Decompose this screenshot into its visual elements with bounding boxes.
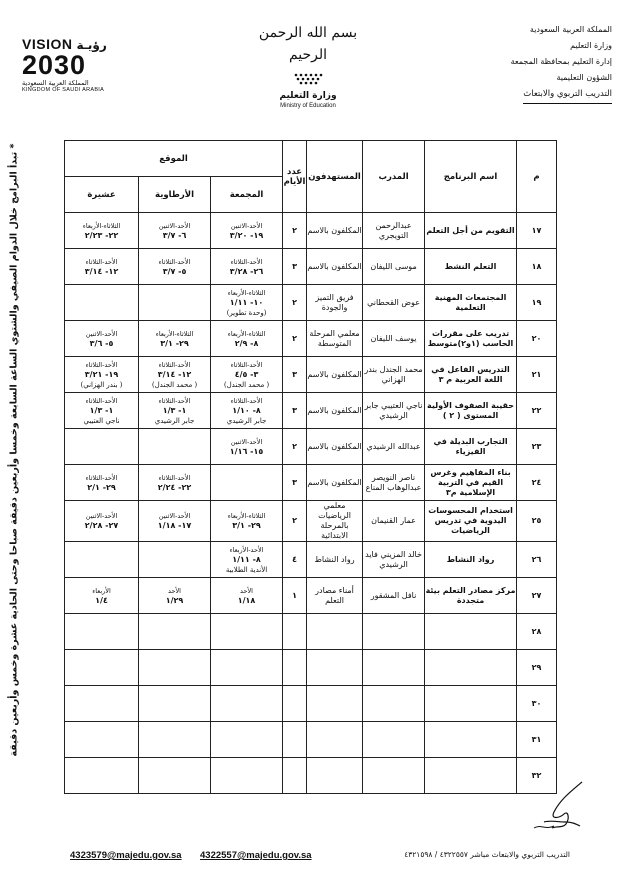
row-number: ٢٣: [517, 429, 557, 465]
program-name: [425, 722, 517, 758]
site-dates: ١- ١/٣: [162, 405, 187, 415]
row-number: ٣٢: [517, 758, 557, 794]
trainer-name: محمد الجندل بندر الهزاني: [363, 357, 425, 393]
site-days: الثلاثاء-الأربعاء: [227, 512, 266, 520]
site-cell-2: [139, 686, 211, 722]
days-count: ٢: [283, 285, 307, 321]
site-cell-1: [211, 758, 283, 794]
site-days: الأحد-الاثنين: [158, 221, 191, 230]
site-cell-3: [65, 614, 139, 650]
program-name: [425, 686, 517, 722]
site-cell-2: [139, 321, 211, 357]
program-name: التقويم من أجل التعلم: [425, 213, 517, 249]
site-days: الثلاثاء-الأربعاء: [155, 329, 194, 338]
site-dates: ٢٢- ٢/٢٣: [84, 230, 119, 240]
basmala: بسم الله الرحمن الرحيم: [258, 25, 358, 63]
site-cell-2: [139, 722, 211, 758]
program-name: المجتمعات المهنية التعلمية: [425, 285, 517, 321]
target-audience: معلمي الرياضيات بالمرحلة الابتدائية: [307, 501, 363, 542]
site-note: جابر الرشيدي: [154, 416, 195, 425]
vision-word-ar: رؤيـة: [76, 38, 107, 52]
site-dates: ١٢- ٣/١٤: [157, 369, 192, 379]
site-dates: ٢٦- ٣/٢٨: [229, 266, 264, 276]
trainer-name: موسى الليفان: [363, 249, 425, 285]
target-audience: [307, 614, 363, 650]
site-dates: ١٢- ٣/١٤: [84, 266, 119, 276]
table-row: [65, 429, 557, 465]
site-dates: ١/٢٩: [165, 595, 184, 605]
site-cell-2: [139, 614, 211, 650]
days-count: ٣: [283, 357, 307, 393]
site-cell-2: [139, 650, 211, 686]
trainer-name: [363, 686, 425, 722]
trainer-name: يوسف الليفان: [363, 321, 425, 357]
row-number: ٢٠: [517, 321, 557, 357]
target-audience: [307, 758, 363, 794]
table-row: [65, 614, 557, 650]
program-name: [425, 614, 517, 650]
row-number: ٢٢: [517, 393, 557, 429]
vision-year: 2030: [22, 50, 87, 80]
site-cell-2: [139, 578, 211, 614]
site-days: الأحد-الثلاثاء: [85, 396, 118, 405]
site-days: الأحد-الاثنين: [230, 221, 263, 230]
site-cell-3: [65, 393, 139, 429]
program-name: مركز مصادر التعلم بيئة متجددة: [425, 578, 517, 614]
table-row: [65, 249, 557, 285]
days-count: [283, 614, 307, 650]
site-cell-1: [211, 722, 283, 758]
trainer-name: [363, 722, 425, 758]
site-days: الأحد-الاثنين: [85, 512, 118, 520]
site-days: الأحد-الثلاثاء: [85, 360, 118, 369]
trainer-name: نافل المشقور: [363, 578, 425, 614]
site-dates: ٢٩- ٢/١: [87, 482, 116, 492]
days-count: ١: [283, 578, 307, 614]
site-cell-3: [65, 578, 139, 614]
table-row: [65, 465, 557, 501]
trainer-name: عبدالله الرشيدي: [363, 429, 425, 465]
site-cell-2: [139, 213, 211, 249]
row-number: ٢٨: [517, 614, 557, 650]
site-cell-3: [65, 686, 139, 722]
row-number: ٣٠: [517, 686, 557, 722]
page-header: [0, 0, 632, 130]
site-days: الأحد-الاثنين: [158, 512, 191, 520]
site-days: الأحد-الثلاثاء: [230, 360, 263, 369]
days-count: [283, 686, 307, 722]
site-dates: ١٩- ٣/٢٠: [229, 230, 264, 240]
site-days: الأربعاء: [92, 586, 111, 595]
target-audience: فريق التميز والجودة: [307, 285, 363, 321]
site-cell-2: [139, 758, 211, 794]
site-days: الأحد: [240, 586, 253, 595]
site-dates: ٦- ٣/٧: [162, 230, 187, 240]
org-line-affairs: الشؤون التعليمية: [556, 73, 612, 82]
site-dates: ٨- ١/١١: [232, 554, 261, 564]
site-cell-3: [65, 357, 139, 393]
site-cell-1: [211, 650, 283, 686]
site-cell-3: [65, 650, 139, 686]
site-days: الأحد-الثلاثاء: [158, 257, 191, 266]
target-audience: المكلفون بالاسم: [307, 429, 363, 465]
days-count: ٢: [283, 213, 307, 249]
side-note-text: * تبدأ البرامج خلال الدوام الصيفي والشتوي الساعة السابعة وخمسا وأربعين دقيقة صباحا وحتى الحادية عشرة وخمس وأربعين دقيقة: [8, 143, 20, 757]
site-days: الأحد-الثلاثاء: [230, 396, 263, 405]
footer-email-2[interactable]: 4322557@majedu.gov.sa: [200, 850, 312, 861]
site-days: الثلاثاء-الأربعاء: [82, 221, 121, 230]
target-audience: المكلفون بالاسم: [307, 357, 363, 393]
site-cell-3: [65, 213, 139, 249]
site-cell-1: [211, 285, 283, 321]
trainer-name: [363, 614, 425, 650]
org-line-ministry: وزارة التعليم: [570, 41, 612, 50]
row-number: ٢١: [517, 357, 557, 393]
site-cell-1: [211, 393, 283, 429]
trainer-name: عوض القحطاني: [363, 285, 425, 321]
site-dates: ٢٩- ٣/١: [160, 338, 189, 348]
site-cell-1: [211, 213, 283, 249]
site-note: ( بندر الهزاني): [80, 380, 123, 389]
ministry-name-ar: وزارة التعليم: [279, 91, 337, 101]
site-cell-3: [65, 722, 139, 758]
site-dates: ١٠- ١/١١: [229, 297, 264, 307]
site-cell-1: [211, 321, 283, 357]
program-name: حقيبة الصفوف الأولية المستوى ( ٢ ): [425, 393, 517, 429]
header-program: اسم البرنامج: [425, 141, 517, 213]
ministry-logo-block: [258, 22, 358, 110]
site-cell-1: [211, 501, 283, 542]
days-count: [283, 650, 307, 686]
site-cell-3: [65, 501, 139, 542]
site-days: الأحد: [168, 586, 181, 595]
table-row: [65, 650, 557, 686]
site-days: الأحد-الثلاثاء: [158, 473, 191, 482]
program-name: [425, 650, 517, 686]
site-cell-3: [65, 429, 139, 465]
days-count: ٤: [283, 542, 307, 578]
site-dates: ١٥- ١/١٦: [229, 446, 264, 456]
site-cell-2: [139, 393, 211, 429]
table-row: [65, 722, 557, 758]
table-row: [65, 501, 557, 542]
site-cell-2: [139, 542, 211, 578]
site-days: الأحد-الثلاثاء: [158, 360, 191, 369]
site-note: الأندية الطلابية: [225, 565, 268, 574]
site-cell-1: [211, 249, 283, 285]
site-cell-1: [211, 686, 283, 722]
site-dates: ٨- ٢/٩: [234, 338, 259, 348]
site-dates: ١/١٨: [237, 595, 256, 605]
program-name: استخدام المحسوسات اليدوية في تدريس الرياضيات: [425, 501, 517, 542]
target-audience: المكلفون بالاسم: [307, 213, 363, 249]
row-number: ٢٧: [517, 578, 557, 614]
header-site-majmaah: المجمعة: [211, 177, 283, 213]
site-days: الأحد-الثلاثاء: [230, 257, 263, 266]
org-line-admin: إدارة التعليم بمحافظة المجمعة: [510, 57, 612, 66]
table-row: [65, 393, 557, 429]
table-row: [65, 285, 557, 321]
header-days: عدد الأيام: [283, 141, 307, 213]
signature-image: [530, 778, 590, 836]
target-audience: رواد النشاط: [307, 542, 363, 578]
site-days: الأحد-الاثنين: [85, 329, 118, 338]
site-cell-3: [65, 249, 139, 285]
target-audience: [307, 686, 363, 722]
site-dates: ٥- ٣/٧: [162, 266, 187, 276]
table-row: [65, 321, 557, 357]
site-cell-1: [211, 542, 283, 578]
site-cell-3: [65, 285, 139, 321]
vision-kingdom-en: KINGDOM OF SAUDI ARABIA: [22, 87, 105, 93]
days-count: [283, 722, 307, 758]
site-cell-3: [65, 542, 139, 578]
target-audience: [307, 722, 363, 758]
site-days: الثلاثاء-الأربعاء: [227, 329, 266, 338]
vision-kingdom-ar: المملكة العربية السعودية: [22, 79, 89, 87]
table-row: [65, 578, 557, 614]
program-name: التدريس الفاعل في اللغة العربية م ٣: [425, 357, 517, 393]
table-row: [65, 758, 557, 794]
days-count: ٣: [283, 393, 307, 429]
row-number: ٢٦: [517, 542, 557, 578]
days-count: ٢: [283, 429, 307, 465]
footer-email-1[interactable]: 4323579@majedu.gov.sa: [70, 850, 182, 861]
days-count: ٣: [283, 465, 307, 501]
header-site-ushaira: عشيرة: [65, 177, 139, 213]
site-cell-1: [211, 429, 283, 465]
site-cell-2: [139, 429, 211, 465]
target-audience: المكلفون بالاسم: [307, 249, 363, 285]
site-dates: ٢٩- ٣/١: [232, 521, 261, 530]
program-name: بناء المفاهيم وغرس القيم في التربية الإسلامية م٣: [425, 465, 517, 501]
trainer-name: عبدالرحمن التويجري: [363, 213, 425, 249]
side-note: [2, 140, 26, 760]
site-cell-2: [139, 465, 211, 501]
target-audience: المكلفون بالاسم: [307, 465, 363, 501]
site-days: الأحد-الثلاثاء: [158, 396, 191, 405]
site-note: ناجي العتيبي: [83, 416, 120, 425]
trainer-name: [363, 758, 425, 794]
schedule-table: [64, 140, 557, 794]
page-footer: [70, 850, 570, 864]
table-row: [65, 542, 557, 578]
org-line-department: التدريب التربوي والابتعاث: [523, 86, 612, 104]
header-location: الموقع: [65, 141, 283, 177]
site-cell-2: [139, 285, 211, 321]
site-days: الأحد-الاثنين: [230, 437, 263, 446]
site-cell-1: [211, 578, 283, 614]
target-audience: المكلفون بالاسم: [307, 393, 363, 429]
site-note: جابر الرشيدي: [226, 416, 267, 425]
site-cell-1: [211, 465, 283, 501]
site-dates: ٢٧- ٢/٢٨: [84, 521, 119, 530]
table-row: [65, 213, 557, 249]
row-number: ٢٥: [517, 501, 557, 542]
footer-contact-text: التدريب التربوي والابتعاث مباشر ٤٣٢٢٥٥٧ / ٤٣٢١٥٩٨: [404, 850, 570, 859]
site-days: الأحد-الثلاثاء: [85, 473, 118, 482]
site-dates: ١- ١/٣: [89, 405, 114, 415]
row-number: ١٩: [517, 285, 557, 321]
target-audience: معلمي المرحلة المتوسطة: [307, 321, 363, 357]
site-dates: ٥- ٣/٦: [89, 338, 114, 348]
header-target: المستهدفون: [307, 141, 363, 213]
header-num: م: [517, 141, 557, 213]
program-name: التجارب البديلة في الفيزياء: [425, 429, 517, 465]
site-dates: ٢٢- ٢/٢٤: [157, 482, 192, 492]
trainer-name: ناصر النويصر عبدالوهاب المناع: [363, 465, 425, 501]
row-number: ٢٤: [517, 465, 557, 501]
site-note: ( محمد الجندل): [151, 380, 198, 389]
target-audience: أمناء مصادر التعلم: [307, 578, 363, 614]
site-days: الأحد-الأربعاء: [229, 545, 264, 554]
site-dates: ١٧- ١/١٨: [157, 521, 192, 530]
site-dates: ٨- ١/١٠: [232, 405, 261, 415]
site-cell-3: [65, 758, 139, 794]
site-cell-2: [139, 501, 211, 542]
trainer-name: عمار القنيمان: [363, 501, 425, 542]
table-row: [65, 686, 557, 722]
site-dates: ٣- ٤/٥: [234, 369, 259, 379]
row-number: ١٨: [517, 249, 557, 285]
ministry-emblem-icon: [291, 72, 325, 86]
program-name: رواد النشاط: [425, 542, 517, 578]
org-line-kingdom: المملكة العربية السعودية: [529, 25, 612, 34]
site-days: الثلاثاء-الأربعاء: [227, 288, 266, 297]
site-note: ( محمد الجندل): [223, 380, 270, 389]
site-note: (وحدة تطوير): [226, 308, 267, 317]
trainer-name: ناجي العتيبي جابر الرشيدي: [363, 393, 425, 429]
table-row: [65, 357, 557, 393]
ministry-name-en: Ministry of Education: [280, 103, 336, 109]
days-count: ٢: [283, 321, 307, 357]
days-count: ٣: [283, 249, 307, 285]
trainer-name: خالد المزيني فايد الرشيدي: [363, 542, 425, 578]
row-number: ٣١: [517, 722, 557, 758]
site-dates: ١/٤: [95, 595, 108, 605]
trainer-name: [363, 650, 425, 686]
site-cell-1: [211, 357, 283, 393]
days-count: [283, 758, 307, 794]
table-header-row: [65, 141, 557, 177]
site-days: الأحد-الثلاثاء: [85, 257, 118, 266]
header-org-lines: [432, 22, 612, 104]
header-site-artawiya: الأرطاوية: [139, 177, 211, 213]
site-cell-2: [139, 357, 211, 393]
vision-word: VISION: [22, 36, 73, 52]
target-audience: [307, 650, 363, 686]
program-name: [425, 758, 517, 794]
site-cell-3: [65, 321, 139, 357]
row-number: ٢٩: [517, 650, 557, 686]
site-dates: ١٩- ٣/٢١: [84, 369, 119, 379]
program-name: التعلم النشط: [425, 249, 517, 285]
site-cell-1: [211, 614, 283, 650]
vision-2030-logo: [22, 36, 172, 94]
row-number: ١٧: [517, 213, 557, 249]
site-cell-2: [139, 249, 211, 285]
program-name: تدريب على مقررات الحاسب (١و٢)متوسط: [425, 321, 517, 357]
site-cell-3: [65, 465, 139, 501]
header-trainer: المدرب: [363, 141, 425, 213]
days-count: ٢: [283, 501, 307, 542]
